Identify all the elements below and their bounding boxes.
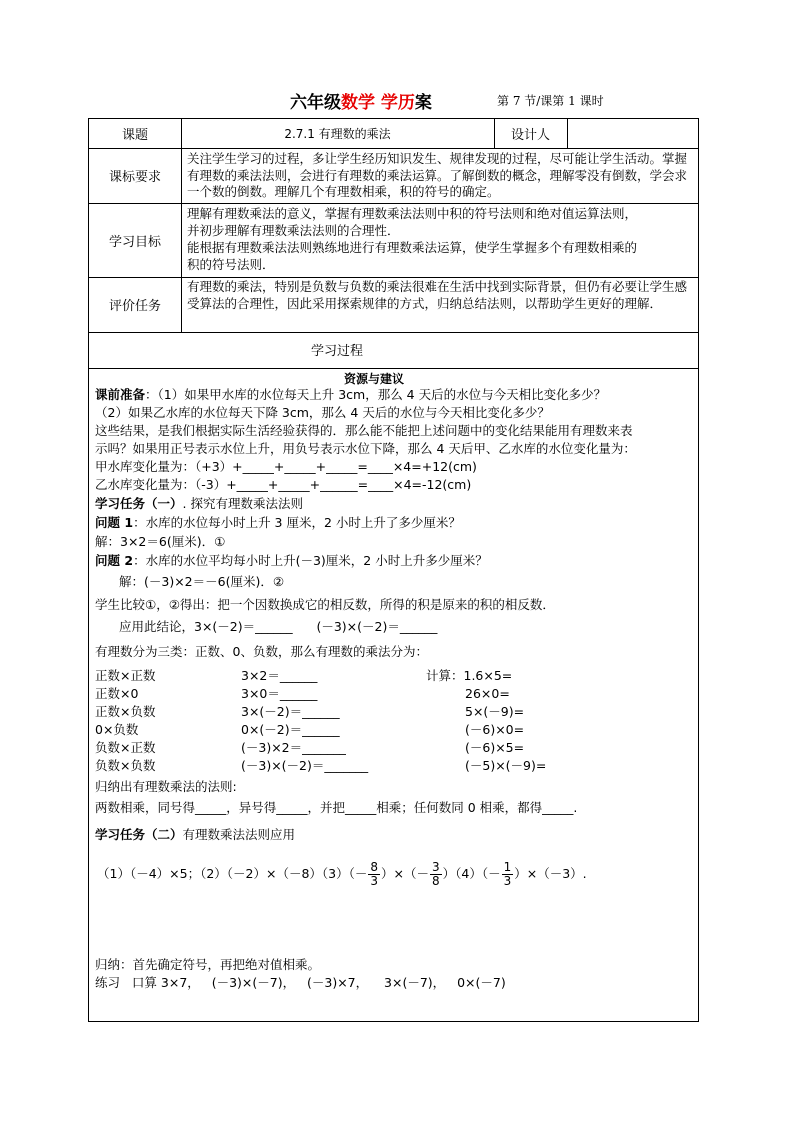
fraction-numerator: 8 xyxy=(370,859,379,874)
question-1-label: 问题 1 xyxy=(95,515,134,530)
col-divider xyxy=(181,119,182,332)
case-expr: (－3)×2＝_______ xyxy=(241,740,346,755)
goal-line-2: 并初步理解有理数乘法法则的合理性． xyxy=(187,223,400,238)
section-label: 第 7 节/课第 1 课时 xyxy=(497,94,604,108)
goal-line-4: 积的符号法则． xyxy=(187,257,275,272)
case-kind: 正数×负数 xyxy=(95,704,156,719)
exercise-part-4: ）×（－3）. xyxy=(514,866,587,881)
case-expr: 3×(－2)＝______ xyxy=(241,704,340,719)
question-1-text: ：水库的水位每小时上升 3 厘米，2 小时上升了多少厘米？ xyxy=(133,515,461,530)
designer-value xyxy=(567,119,698,148)
case-expr: 0×(－2)＝______ xyxy=(241,722,340,737)
title-an: 案 xyxy=(414,93,432,113)
row-divider xyxy=(89,332,698,333)
question-2-label: 问题 2 xyxy=(95,553,134,568)
question-2-text: ：水库的水位平均每小时上升(－3)厘米，2 小时上升多少厘米？ xyxy=(133,553,488,568)
question-1 xyxy=(95,515,461,531)
question-1-solution: 解：3×2＝6(厘米)．① xyxy=(95,534,226,549)
goal-label: 学习目标 xyxy=(108,234,161,250)
fraction-denominator: 3 xyxy=(370,873,379,888)
prep-question-1 xyxy=(95,387,606,403)
classify-text: 有理数分为三类：正数、0、负数，那么有理数的乘法分为： xyxy=(95,644,428,659)
case-calc: 5×(－9)= xyxy=(465,704,525,719)
fraction-numerator: 3 xyxy=(432,859,440,874)
goal-line-1: 理解有理数乘法的意义，掌握有理数乘法法则中积的符号法则和绝对值运算法则， xyxy=(187,206,638,221)
title-subject: 数学 xyxy=(341,93,375,113)
practice-text: 练习 口算 3×7， (－3)×(－7)， (－3)×7， 3×(－7)， 0×(－7) xyxy=(95,975,506,990)
prep-question-2: （2）如果乙水库的水位每天下降 3cm，那么 4 天后的水位与今天相比变化多少？ xyxy=(95,405,550,420)
case-calc: (－5)×(－9)= xyxy=(465,758,547,773)
eval-label: 评价任务 xyxy=(108,299,161,314)
lesson-table xyxy=(88,118,699,1022)
title-xueli: 学历 xyxy=(380,93,415,113)
row-divider xyxy=(89,368,698,369)
process-label: 学习过程 xyxy=(311,344,364,359)
exercise-part-1: （1）（－4）×5；（2）（－2）×（－8）（3）（－ xyxy=(97,866,368,881)
case-calc: (－6)×5= xyxy=(465,740,525,755)
fraction-numerator: 1 xyxy=(503,859,512,874)
topic-value: 2.7.1 有理数的乘法 xyxy=(284,127,391,141)
resource-label: 资源与建议 xyxy=(344,372,405,386)
prep-b-equation: 乙水库变化量为：（-3）+_____+_____+______=____×4=-12(cm) xyxy=(95,477,472,492)
title-grade: 六年级 xyxy=(290,93,341,113)
case-expr: 3×2＝______ xyxy=(241,668,318,683)
prep-q1-text: ：（1）如果甲水库的水位每天上升 3cm，那么 4 天后的水位与今天相比变化多少？ xyxy=(145,387,607,402)
standard-text: 关注学生学习的过程，多让学生经历知识发生、规律发现的过程，尽可能让学生活动。掌握有理数的乘法法则，会进行有理数的乘法运算。了解倒数的概念，理解零没有倒数，学会求一个数的倒数。理解几个有理数相乘，积的符号的确定。 xyxy=(187,151,688,199)
case-calc: (－6)×0= xyxy=(465,722,525,737)
apply-conclusion: 应用此结论，3×(－2)＝______ (－3)×(－2)＝______ xyxy=(119,619,438,634)
fraction-3-8 xyxy=(430,861,442,888)
rule-intro: 归纳出有理数乘法的法则: xyxy=(95,779,237,794)
case-kind: 负数×正数 xyxy=(95,740,156,755)
case-kind: 0×负数 xyxy=(95,722,139,737)
task2-label: 学习任务（二） xyxy=(95,827,183,842)
fraction-8-3 xyxy=(368,861,380,888)
multiplication-rule: 两数相乘，同号得_____，异号得_____，并把_____相乘；任何数同 0 相乘，都得_____. xyxy=(95,800,578,815)
case-kind: 正数×0 xyxy=(95,686,139,701)
topic-label: 课题 xyxy=(121,128,148,143)
task1-title: . 探究有理数乘法法则 xyxy=(182,496,303,511)
document-title xyxy=(290,88,432,113)
task1-label: 学习任务（一） xyxy=(95,496,183,511)
question-2 xyxy=(95,553,488,569)
task2-heading xyxy=(95,827,295,843)
exercise-row xyxy=(97,857,587,891)
exercise-part-3: ）（4）（－ xyxy=(442,866,501,881)
eval-text: 有理数的乘法，特别是负数与负数的乘法很难在生活中找到实际背景，但仍有必要让学生感受算法的合理性，因此采用探索规律的方式，归纳总结法则，以帮助学生更好的理解． xyxy=(187,279,688,311)
fraction-1-3 xyxy=(502,861,514,888)
fraction-denominator: 3 xyxy=(503,873,512,888)
case-kind: 正数×正数 xyxy=(95,668,156,683)
case-calc: 计算：1.6×5= xyxy=(426,668,513,683)
task1-heading xyxy=(95,496,303,512)
summary-text: 归纳：首先确定符号，再把绝对值相乘。 xyxy=(95,957,321,972)
exercise-part-2: ）×（－ xyxy=(381,866,429,881)
case-expr: (－3)×(－2)＝_______ xyxy=(241,758,369,773)
case-calc: 26×0= xyxy=(465,686,510,701)
task2-title: 有理数乘法法则应用 xyxy=(182,827,296,842)
compare-conclusion: 学生比较①，②得出：把一个因数换成它的相反数，所得的积是原来的积的相反数． xyxy=(95,597,555,612)
prep-text-1: 这些结果，是我们根据实际生活经验获得的．那么能不能把上述问题中的变化结果能用有理数来表 xyxy=(95,423,633,438)
goal-line-3: 能根据有理数乘法法则熟练地进行有理数乘法运算，使学生掌握多个有理数相乘的 xyxy=(187,240,638,255)
question-2-solution: 解：(－3)×2＝－6(厘米)．② xyxy=(119,574,285,589)
case-kind: 负数×负数 xyxy=(95,758,156,773)
case-expr: 3×0＝______ xyxy=(241,686,318,701)
designer-label: 设计人 xyxy=(510,128,550,143)
standard-label: 课标要求 xyxy=(108,170,161,185)
prep-label: 课前准备 xyxy=(95,387,146,402)
prep-text-2: 示吗？如果用正号表示水位上升，用负号表示水位下降，那么 4 天后甲、乙水库的水位变化量为： xyxy=(95,441,636,456)
prep-a-equation: 甲水库变化量为：（+3）+_____+_____+_____=____×4=+12(cm) xyxy=(95,459,477,474)
fraction-denominator: 8 xyxy=(432,873,440,888)
